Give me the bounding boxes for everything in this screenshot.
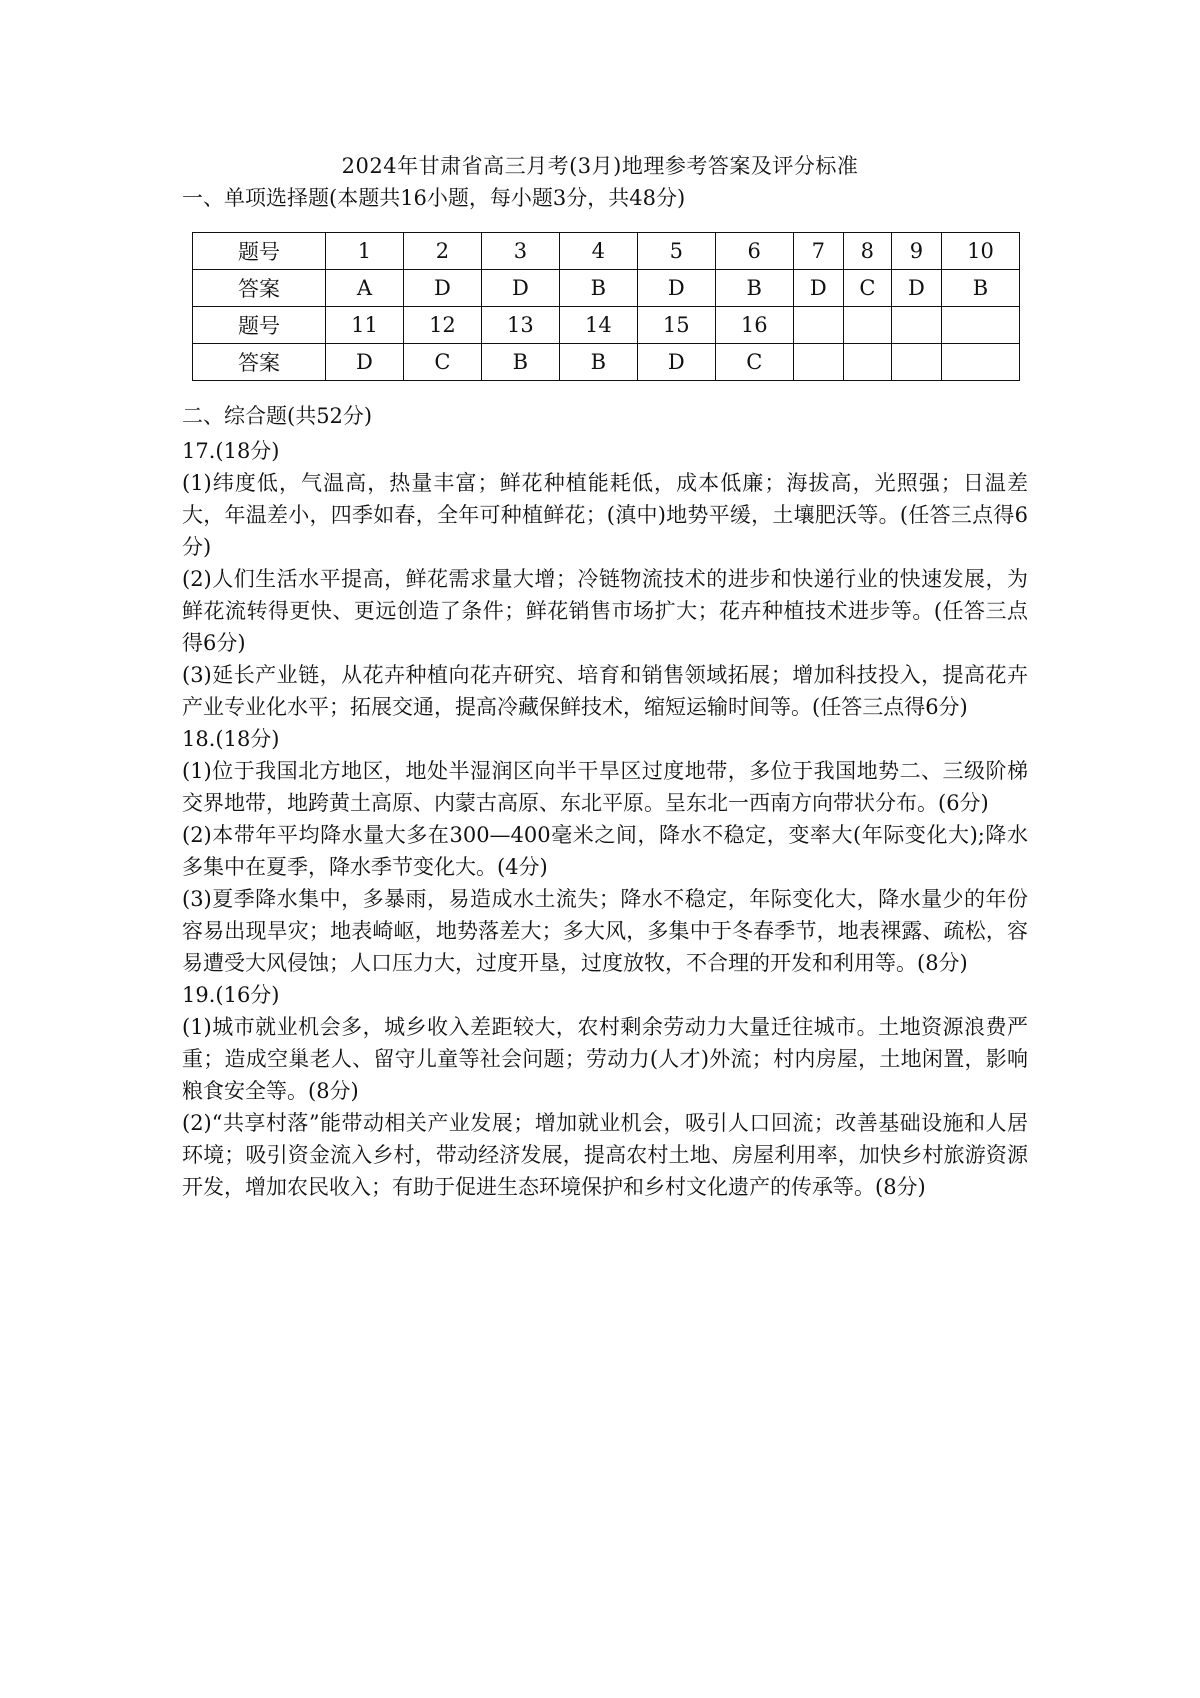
table-cell: 1 xyxy=(326,233,404,270)
table-cell: 7 xyxy=(793,233,843,270)
table-cell: D xyxy=(637,344,715,381)
answer-paragraph: (2)本带年平均降水量大多在300—400毫米之间，降水不稳定，变率大(年际变化大);降水多集中在夏季，降水季节变化大。(4分) xyxy=(182,823,1028,879)
table-cell: C xyxy=(843,270,891,307)
table-cell: 10 xyxy=(942,233,1020,270)
table-cell: C xyxy=(403,344,481,381)
table-cell: D xyxy=(481,270,559,307)
table-cell: B xyxy=(481,344,559,381)
table-cell: 16 xyxy=(715,307,793,344)
answer-paragraph: (2)人们生活水平提高，鲜花需求量大增；冷链物流技术的进步和快递行业的快速发展，为鲜花流转得更快、更远创造了条件；鲜花销售市场扩大；花卉种植技术进步等。(任答三点得6分) xyxy=(182,567,1028,655)
table-row-header: 题号 xyxy=(193,233,326,270)
table-cell: A xyxy=(326,270,404,307)
table-cell: 4 xyxy=(559,233,637,270)
answer-paragraph: (1)城市就业机会多，城乡收入差距较大，农村剩余劳动力大量迁往城市。土地资源浪费严重；造成空巢老人、留守儿童等社会问题；劳动力(人才)外流；村内房屋，土地闲置，影响粮食安全等。(8分) xyxy=(182,1015,1028,1103)
table-cell: 11 xyxy=(326,307,404,344)
table-cell: 14 xyxy=(559,307,637,344)
table-cell: D xyxy=(793,270,843,307)
page-title: 2024年甘肃省高三月考(3月)地理参考答案及评分标准 xyxy=(341,154,859,178)
table-cell: 2 xyxy=(403,233,481,270)
table-row xyxy=(193,344,1020,381)
answer-paragraph: (1)纬度低，气温高，热量丰富；鲜花种植能耗低，成本低廉；海拔高，光照强；日温差大，年温差小，四季如春，全年可种植鲜花；(滇中)地势平缓，土壤肥沃等。(任答三点得6分) xyxy=(182,471,1028,559)
table-cell xyxy=(891,307,941,344)
table-row xyxy=(193,233,1020,270)
table-cell: B xyxy=(559,344,637,381)
table-cell xyxy=(891,344,941,381)
table-cell: B xyxy=(715,270,793,307)
section-heading-multiple-choice: 一、单项选择题(本题共16小题，每小题3分，共48分) xyxy=(182,186,686,210)
answer-paragraph: (3)延长产业链，从花卉种植向花卉研究、培育和销售领域拓展；增加科技投入，提高花卉产业专业化水平；拓展交通，提高冷藏保鲜技术，缩短运输时间等。(任答三点得6分) xyxy=(182,663,1028,719)
table-row xyxy=(193,270,1020,307)
table-row-header: 答案 xyxy=(193,270,326,307)
table-cell: D xyxy=(891,270,941,307)
section-heading-comprehensive: 二、综合题(共52分) xyxy=(182,404,373,428)
table-row-header: 题号 xyxy=(193,307,326,344)
table-cell xyxy=(843,344,891,381)
table-cell: D xyxy=(403,270,481,307)
table-cell: B xyxy=(559,270,637,307)
table-cell: D xyxy=(637,270,715,307)
table-cell xyxy=(942,307,1020,344)
table-cell: 5 xyxy=(637,233,715,270)
table-cell: C xyxy=(715,344,793,381)
table-cell: 8 xyxy=(843,233,891,270)
table-cell xyxy=(843,307,891,344)
answer-paragraph: (1)位于我国北方地区，地处半湿润区向半干旱区过度地带，多位于我国地势二、三级阶梯交界地带，地跨黄土高原、内蒙古高原、东北平原。呈东北一西南方向带状分布。(6分) xyxy=(182,759,1028,815)
table-cell: 13 xyxy=(481,307,559,344)
table-cell xyxy=(942,344,1020,381)
table-cell: 3 xyxy=(481,233,559,270)
question-heading: 17.(18分) xyxy=(182,439,280,463)
table-cell xyxy=(793,307,843,344)
table-cell: 12 xyxy=(403,307,481,344)
question-heading: 18.(18分) xyxy=(182,727,280,751)
table-cell: B xyxy=(942,270,1020,307)
table-cell: 6 xyxy=(715,233,793,270)
answer-body xyxy=(182,435,1028,1203)
table-row-header: 答案 xyxy=(193,344,326,381)
table-cell: 9 xyxy=(891,233,941,270)
answer-paragraph: (3)夏季降水集中，多暴雨，易造成水土流失；降水不稳定，年际变化大，降水量少的年份容易出现旱灾；地表崎岖，地势落差大；多大风，多集中于冬春季节，地表裸露、疏松，容易遭受大风侵蚀；人口压力大，过度开垦，过度放牧，不合理的开发和利用等。(8分) xyxy=(182,887,1028,975)
question-heading: 19.(16分) xyxy=(182,983,280,1007)
table-cell: D xyxy=(326,344,404,381)
answer-table xyxy=(192,232,1020,381)
table-cell xyxy=(793,344,843,381)
table-cell: 15 xyxy=(637,307,715,344)
table-row xyxy=(193,307,1020,344)
answer-paragraph: (2)“共享村落”能带动相关产业发展；增加就业机会，吸引人口回流；改善基础设施和人居环境；吸引资金流入乡村，带动经济发展，提高农村土地、房屋利用率，加快乡村旅游资源开发，增加农民收入；有助于促进生态环境保护和乡村文化遗产的传承等。(8分) xyxy=(182,1111,1028,1199)
